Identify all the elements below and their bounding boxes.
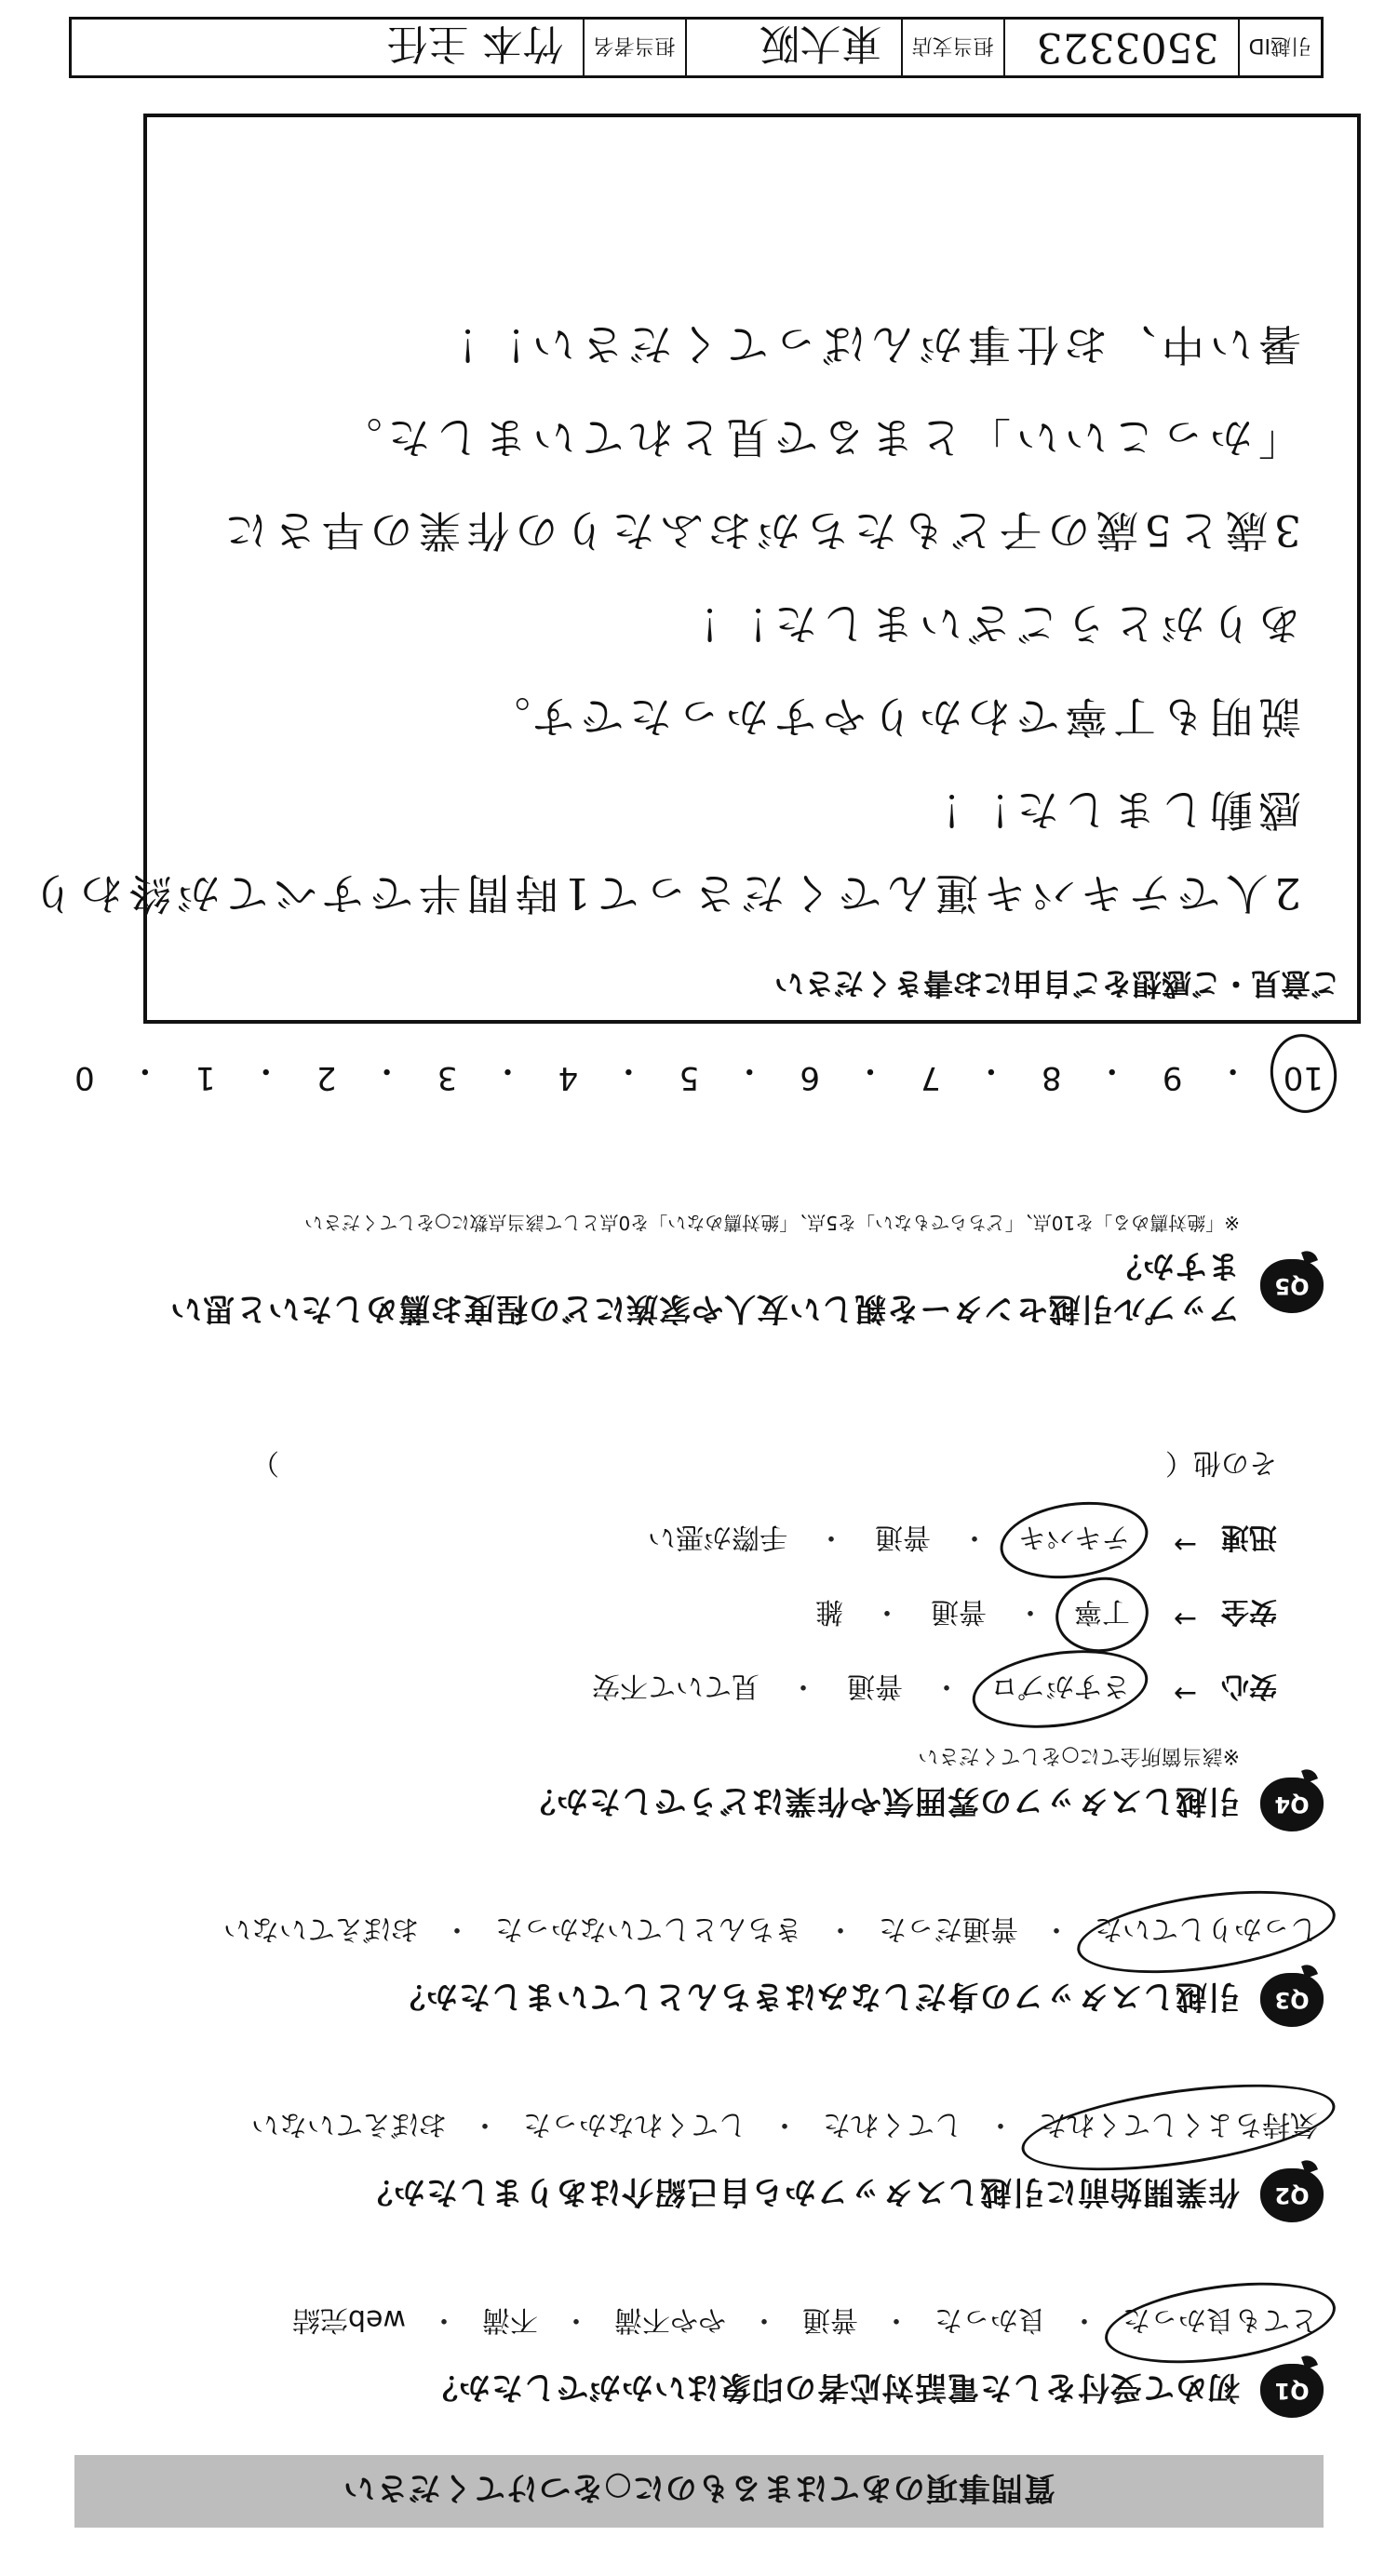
q5-score[interactable]: 7 xyxy=(921,1059,941,1096)
q3-badge: Q3 xyxy=(1260,1973,1324,2027)
q2-options: 気持ちよくしてくれた ・ してくれた ・ してくれなかった ・ おぼえていない xyxy=(74,2107,1324,2148)
q4-row-anshin: 安心 → さすがプロ ・ 普通 ・ 見ていて不安 xyxy=(74,1669,1277,1710)
q4-row-anzen: 安全 → 丁寧 ・ 普通 ・ 雑 xyxy=(74,1594,1277,1635)
comment-line: 3歳と5歳の子どもたちがおふたりの作業の早さに xyxy=(219,505,1301,556)
survey-header: 質問事項のあてはまるものに○をつけてください xyxy=(74,2455,1324,2528)
q4-anshin-option-3[interactable]: 見ていて不安 xyxy=(592,1670,759,1702)
q3-option-3[interactable]: きちんとしていなかった xyxy=(495,1912,802,1945)
q4-row-label: 安心 xyxy=(1221,1670,1277,1702)
q4-jinsoku-option-2[interactable]: 普通 xyxy=(875,1521,931,1553)
q3-options: しっかりしていた ・ 普通だった ・ きちんとしていなかった ・ おぼえていない xyxy=(74,1912,1324,1952)
comment-line: ありがとうございました！！ xyxy=(672,598,1301,649)
q5-text: アップル引越センターを親しい友人や家族にどの程度お薦めしたいと思いますか？ xyxy=(169,1247,1240,1327)
q5-score[interactable]: 2 xyxy=(316,1059,337,1096)
comment-line: 「かっこいい」とまるで見とれていました。 xyxy=(333,412,1301,463)
q4-anshin-option-2[interactable]: 普通 xyxy=(847,1670,903,1702)
q1-option-3[interactable]: 普通 xyxy=(802,2303,858,2336)
q4-row-jinsoku: 迅速 → テキパキ ・ 普通 ・ 手際が悪い xyxy=(74,1520,1277,1561)
q1-option-5[interactable]: 不満 xyxy=(482,2303,538,2336)
q3-option-2[interactable]: 普通だった xyxy=(879,1912,1018,1945)
q4-jinsoku-option-1[interactable]: テキパキ xyxy=(1013,1520,1136,1561)
q4-jinsoku-option-3[interactable]: 手際が悪い xyxy=(648,1521,787,1553)
q4-badge: Q4 xyxy=(1260,1778,1324,1831)
q3-option-4[interactable]: おぼえていない xyxy=(223,1912,419,1945)
q4-anzen-option-2[interactable]: 普通 xyxy=(931,1595,987,1628)
q2-option-3[interactable]: してくれなかった xyxy=(523,2108,746,2140)
question-3 xyxy=(74,1912,1324,2027)
q4-row-label: 迅速 xyxy=(1221,1521,1277,1553)
q1-options: とても良かった ・ 良かった ・ 普通 ・ やや不満 ・ 不満 ・ web完結 xyxy=(74,2302,1324,2343)
q4-anzen-option-3[interactable]: 雑 xyxy=(815,1595,843,1628)
q3-option-1[interactable]: しっかりしていた xyxy=(1089,1912,1324,1952)
q5-score[interactable]: 6 xyxy=(800,1059,820,1096)
q4-other-label: その他（ xyxy=(1165,1446,1277,1479)
q1-option-4[interactable]: やや不満 xyxy=(614,2303,726,2336)
q4-other-close: ） xyxy=(251,1446,279,1479)
q4-anzen-option-1[interactable]: 丁寧 xyxy=(1069,1594,1136,1635)
q4-note: ※該当箇所全てに○をしてください xyxy=(918,1744,1240,1767)
q2-option-2[interactable]: してくれた xyxy=(823,2108,962,2140)
comment-line: 2人でテキパキ運んでくださって1時間半ですべてが終わり xyxy=(26,868,1301,919)
comment-line: 暑い中、お仕事がんばってください！！ xyxy=(430,319,1301,369)
q5-score[interactable]: 4 xyxy=(558,1059,579,1096)
q1-option-1[interactable]: とても良かった xyxy=(1117,2302,1324,2343)
q5-badge: Q5 xyxy=(1260,1259,1324,1313)
person-value: 竹本 主任 xyxy=(386,20,564,67)
q2-option-1[interactable]: 気持ちよくしてくれた xyxy=(1033,2107,1324,2148)
q4-other-field[interactable] xyxy=(303,1445,1141,1486)
move-id-value: 3503323 xyxy=(1003,20,1238,75)
branch-value: 東大阪 xyxy=(685,20,901,75)
staff-info-bar xyxy=(69,17,1324,78)
comment-line: 説明も丁寧でわかりやすかったです。 xyxy=(481,691,1301,742)
question-1 xyxy=(74,2302,1324,2418)
q5-score[interactable]: 1 xyxy=(195,1059,216,1096)
q5-score[interactable]: 9 xyxy=(1162,1059,1183,1096)
q2-badge: Q2 xyxy=(1260,2168,1324,2222)
q5-note: ※「絶対薦める」を10点、「どちらでもない」を5点、「絶対薦めない」を0点として該当点数に○をしてください xyxy=(304,1212,1240,1235)
question-4 xyxy=(74,1445,1324,1831)
q2-option-4[interactable]: おぼえていない xyxy=(251,2108,447,2140)
q4-anshin-option-1[interactable]: さすがプロ xyxy=(985,1669,1136,1710)
branch-label: 担当支店 xyxy=(901,20,1003,75)
q5-score[interactable]: 8 xyxy=(1042,1059,1062,1096)
q5-score[interactable]: 5 xyxy=(679,1059,700,1096)
person-label: 担当者名 xyxy=(583,20,685,75)
q2-text: 作業開始前に引越しスタッフから自己紹介はありましたか？ xyxy=(360,2173,1240,2211)
question-5 xyxy=(74,1211,1324,1329)
q5-score[interactable]: 3 xyxy=(437,1059,458,1096)
q5-scale: 10 ・ 9 ・ 8 ・ 7 ・ 6 ・ 5 ・ 4 ・ 3 ・ 2 ・ 1 ・ 0 xyxy=(74,1052,1324,1096)
q1-option-2[interactable]: 良かった xyxy=(934,2303,1046,2336)
q4-text: 引越しスタッフの雰囲気や作業はどうでしたか？ xyxy=(523,1782,1240,1820)
q3-text: 引越しスタッフの身だしなみはきちんとしていましたか？ xyxy=(393,1978,1240,2016)
move-id-label: 引越ID xyxy=(1238,20,1321,75)
comment-title: ご意見・ご感想をご自由にお書きください xyxy=(773,966,1340,1001)
question-2 xyxy=(74,2107,1324,2222)
q1-option-6[interactable]: web完結 xyxy=(291,2303,406,2336)
q5-score[interactable]: 10 xyxy=(1284,1051,1324,1096)
q4-row-label: 安全 xyxy=(1221,1595,1277,1628)
q1-text: 初めて受付をした電話対応者の印象はいかがでしたか？ xyxy=(425,2368,1240,2407)
comment-box[interactable] xyxy=(26,114,1361,1024)
q1-badge: Q1 xyxy=(1260,2364,1324,2418)
q4-other-row xyxy=(74,1445,1277,1486)
q5-score[interactable]: 0 xyxy=(74,1059,95,1096)
comment-line: 感動しました！！ xyxy=(914,785,1301,835)
